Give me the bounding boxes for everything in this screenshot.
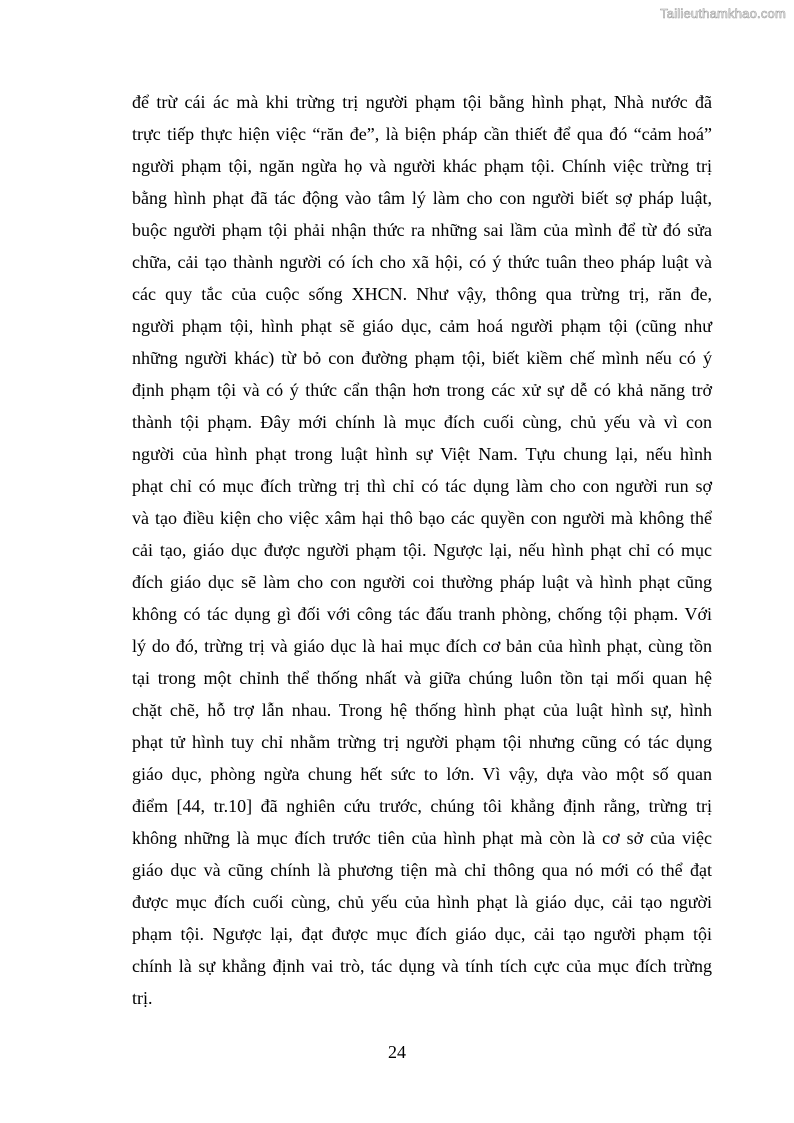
paragraph-line: bằng hình phạt đã tác động vào tâm lý làm cho con người biết sợ pháp luật, [132, 188, 712, 208]
paragraph-line: phạt tử hình tuy chỉ nhằm trừng trị người phạm tội nhưng cũng có tác dụng [132, 732, 712, 752]
body-paragraph [132, 86, 712, 1014]
paragraph-line: chữa, cải tạo thành người có ích cho xã hội, có ý thức tuân theo pháp luật và [132, 252, 712, 272]
paragraph-line: giáo dục và cũng chính là phương tiện mà chỉ thông qua nó mới có thể đạt [132, 860, 712, 880]
paragraph-line: thành tội phạm. Đây mới chính là mục đích cuối cùng, chủ yếu và vì con [132, 412, 712, 432]
paragraph-line: được mục đích cuối cùng, chủ yếu của hình phạt là giáo dục, cải tạo người [132, 892, 712, 912]
paragraph-line: lý do đó, trừng trị và giáo dục là hai mục đích cơ bản của hình phạt, cùng tồn [132, 636, 712, 656]
paragraph-line: người của hình phạt trong luật hình sự Việt Nam. Tựu chung lại, nếu hình [132, 444, 712, 464]
paragraph-line: và tạo điều kiện cho việc xâm hại thô bạo các quyền con người mà không thể [132, 508, 712, 528]
paragraph-line: chính là sự khẳng định vai trò, tác dụng và tính tích cực của mục đích trừng [132, 956, 712, 976]
paragraph-line: buộc người phạm tội phải nhận thức ra những sai lầm của mình để từ đó sửa [132, 220, 712, 240]
paragraph-line: các quy tắc của cuộc sống XHCN. Như vậy, thông qua trừng trị, răn đe, [132, 284, 712, 304]
paragraph-line: phạt chỉ có mục đích trừng trị thì chỉ có tác dụng làm cho con người run sợ [132, 476, 712, 496]
paragraph-line: giáo dục, phòng ngừa chung hết sức to lớn. Vì vậy, dựa vào một số quan [132, 764, 712, 784]
paragraph-line: định phạm tội và có ý thức cẩn thận hơn trong các xử sự dễ có khả năng trở [132, 380, 712, 400]
watermark-text: Tailieuthamkhao.com [660, 6, 786, 21]
paragraph-line: đích giáo dục sẽ làm cho con người coi thường pháp luật và hình phạt cũng [132, 572, 712, 592]
paragraph-line: tại trong một chỉnh thể thống nhất và giữa chúng luôn tồn tại mối quan hệ [132, 668, 712, 688]
paragraph-line: không có tác dụng gì đối với công tác đấu tranh phòng, chống tội phạm. Với [132, 604, 712, 624]
paragraph-line: trực tiếp thực hiện việc “răn đe”, là biện pháp cần thiết để qua đó “cảm hoá” [132, 124, 712, 144]
paragraph-line: để trừ cái ác mà khi trừng trị người phạm tội bằng hình phạt, Nhà nước đã [132, 92, 712, 112]
paragraph-line: không những là mục đích trước tiên của hình phạt mà còn là cơ sở của việc [132, 828, 712, 848]
paragraph-line: điểm [44, tr.10] đã nghiên cứu trước, chúng tôi khẳng định rằng, trừng trị [132, 796, 712, 816]
page-number: 24 [388, 1042, 406, 1062]
paragraph-line: người phạm tội, ngăn ngừa họ và người khác phạm tội. Chính việc trừng trị [132, 156, 712, 176]
paragraph-line: phạm tội. Ngược lại, đạt được mục đích giáo dục, cải tạo người phạm tội [132, 924, 712, 944]
paragraph-line: những người khác) từ bỏ con đường phạm tội, biết kiềm chế mình nếu có ý [132, 348, 712, 368]
paragraph-line: người phạm tội, hình phạt sẽ giáo dục, cảm hoá người phạm tội (cũng như [132, 316, 712, 336]
paragraph-line: trị. [132, 988, 153, 1008]
paragraph-line: chặt chẽ, hỗ trợ lẫn nhau. Trong hệ thống hình phạt của luật hình sự, hình [132, 700, 712, 720]
paragraph-line: cải tạo, giáo dục được người phạm tội. Ngược lại, nếu hình phạt chỉ có mục [132, 540, 712, 560]
